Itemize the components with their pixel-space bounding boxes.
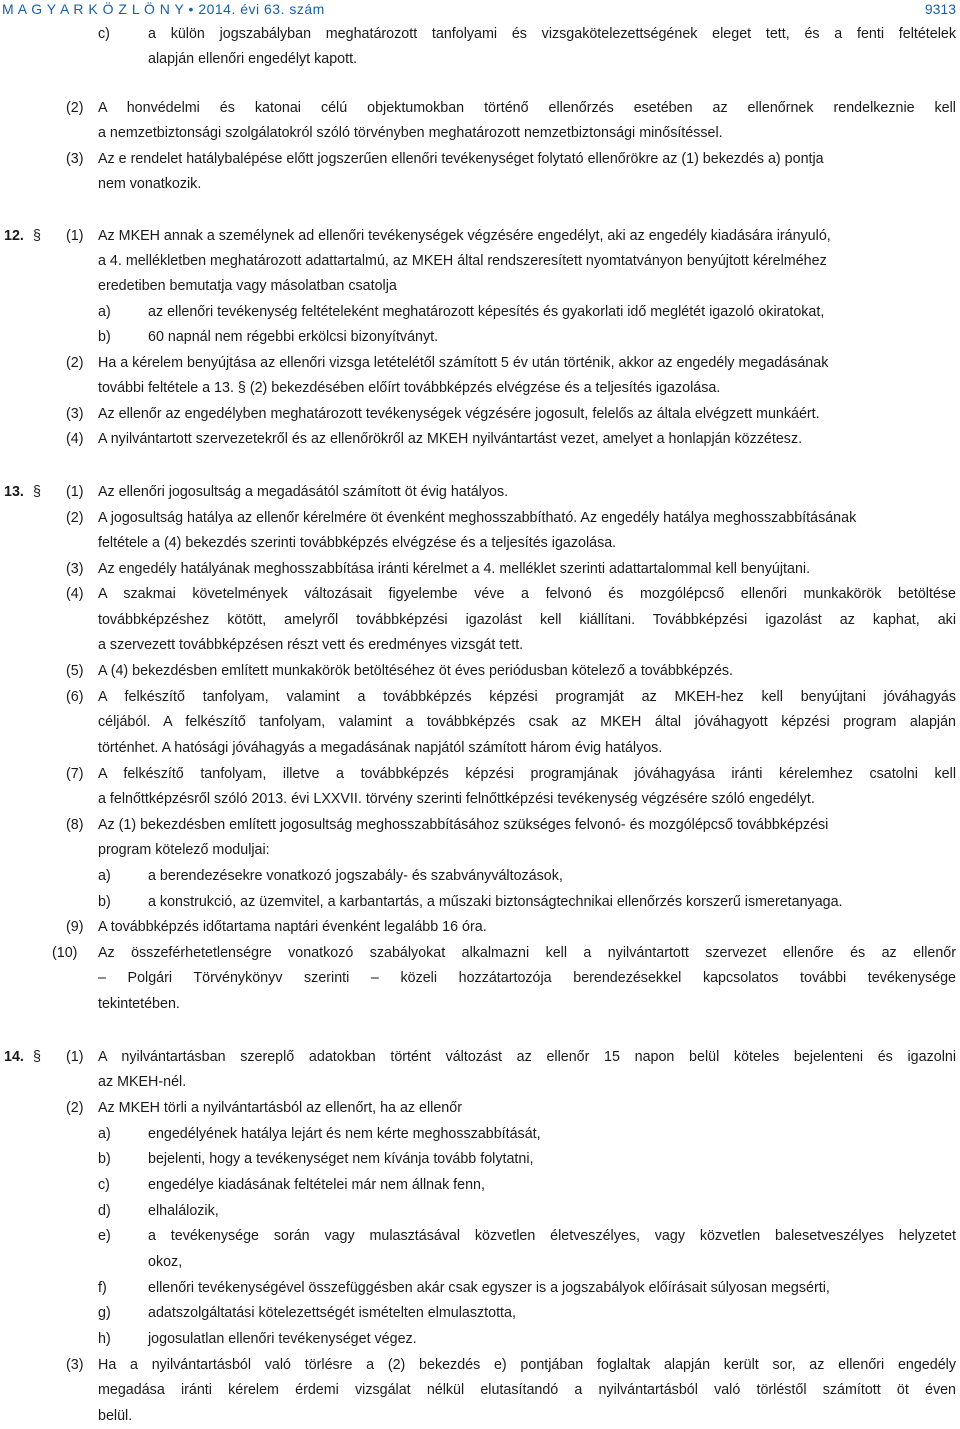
section-number: 14. [4,1049,24,1065]
point-label: d) [98,1203,111,1219]
text-line: Ha a kérelem benyújtása az ellenőri vizsga letételétől számított 5 év után történik, akkor az engedély megadásának [98,355,829,371]
text-line: Az ellenőri jogosultság a megadásától számított öt évig hatályos. [98,484,509,500]
page-number: 9313 [924,1,956,17]
text-line: Az engedély hatályának meghosszabbítása iránti kérelmet a 4. melléklet szerinti adattartalommal kell benyújtani. [98,561,811,577]
point-label: b) [98,329,111,345]
paragraph-number: (4) [66,431,84,447]
text-line: ellenőri tevékenységével összefüggésben akár csak egyszer is a jogszabályok előírásait súlyosan megsérti, [148,1280,830,1296]
text-line: Az MKEH annak a személynek ad ellenőri tevékenységek végzésére engedélyt, aki az engedély kiadására irányuló, [98,228,831,244]
point-label: a) [98,1126,111,1142]
text-line: engedélyének hatálya lejárt és nem kérte meghosszabbítását, [148,1126,541,1142]
point-label: a) [98,304,111,320]
point-label: a) [98,868,111,884]
point-label: c) [98,1177,110,1193]
text-line: céljából. A felkészítő tanfolyam, valamint a továbbképzés csak az MKEH által jóváhagyott képzési program alapján [98,714,956,730]
section-number: 12. [4,228,24,244]
paragraph-number: (2) [66,1100,84,1116]
text-line: Az MKEH törli a nyilvántartásból az ellenőrt, ha az ellenőr [98,1100,462,1116]
point-label: b) [98,1151,111,1167]
text-line: alapján ellenőri engedélyt kapott. [148,51,358,67]
text-line: belül. [98,1408,133,1424]
paragraph-number: (3) [66,406,84,422]
text-line: a konstrukció, az üzemvitel, a karbantartás, a műszaki biztonságtechnikai ellenőrzés korszerű ismeretanyaga. [148,894,843,910]
text-line: Az összeférhetetlenségre vonatkozó szabályokat alkalmazni kell a nyilvántartott szervezet ellenőre és az ellenőr [98,945,956,961]
text-line: további feltétele a 13. § (2) bekezdésében előírt továbbképzés elvégzése és a teljesítés igazolása. [98,380,721,396]
text-line: program kötelező moduljai: [98,842,270,858]
text-line: megadása iránti kérelem érdemi vizsgálat nélkül elutasítandó a nyilvántartásból való törléstől számított öt éven [98,1382,956,1398]
section-number: 13. [4,484,24,500]
text-line: Az (1) bekezdésben említett jogosultság meghosszabbításához szükséges felvonó- és mozgólépcső továbbképzési [98,817,829,833]
text-line: A nyilvántartott szervezetekről és az ellenőrökről az MKEH nyilvántartást vezet, amelyet a honlapján közzétesz. [98,431,803,447]
text-line: továbbképzéshez kötött, amelyről továbbképzési igazolást kell kiállítani. Továbbképzési igazolást az kaphat, aki [98,612,956,628]
section-symbol: § [33,1049,41,1065]
point-label: g) [98,1305,111,1321]
point-label: b) [98,894,111,910]
paragraph-number: (7) [66,766,84,782]
point-label: h) [98,1331,111,1347]
text-line: A továbbképzés időtartama naptári évenként legalább 16 óra. [98,919,487,935]
text-line: Az e rendelet hatálybalépése előtt jogszerűen ellenőri tevékenységet folytató ellenőrökre az (1) bekezdés a) pontja [98,151,824,167]
paragraph-number: (5) [66,663,84,679]
text-line: a nemzetbiztonsági szolgálatokról szóló törvényben meghatározott nemzetbiztonsági minősítéssel. [98,125,723,141]
text-line: adatszolgáltatási kötelezettségét ismételten elmulasztotta, [148,1305,516,1321]
text-line: elhalálozik, [148,1203,219,1219]
paragraph-number: (6) [66,689,84,705]
text-line: a berendezésekre vonatkozó jogszabály- és szabványváltozások, [148,868,563,884]
text-line: a szervezett továbbképzésen részt vett és eredményes vizsgát tett. [98,637,524,653]
text-line: a felnőttképzésről szóló 2013. évi LXXVII. törvény szerinti felnőttképzési tevékenység végzésére szóló engedélyt. [98,791,815,807]
paragraph-number: (1) [66,1049,84,1065]
text-line: tekintetében. [98,996,180,1012]
paragraph-number: (9) [66,919,84,935]
paragraph-number: (2) [66,100,84,116]
text-line: a 4. mellékletben meghatározott adattartalmú, az MKEH által rendszeresített nyomtatványon benyújtott kérelméhez [98,253,827,269]
paragraph-number: (1) [66,228,84,244]
text-line: nem vonatkozik. [98,176,202,192]
paragraph-number: (10) [52,945,78,961]
text-line: A felkészítő tanfolyam, valamint a továbbképzés képzési programját az MKEH-hez kell benyújtani jóváhagyás [98,689,956,705]
text-line: engedélye kiadásának feltételei már nem állnak fenn, [148,1177,485,1193]
paragraph-number: (3) [66,151,84,167]
text-line: az MKEH-nél. [98,1074,187,1090]
point-label: e) [98,1228,111,1244]
text-line: A nyilvántartásban szereplő adatokban történt változást az ellenőr 15 napon belül köteles bejelenteni és igazolni [98,1049,956,1065]
text-line: történhet. A hatósági jóváhagyás a megadásának napjától számított három évig hatályos. [98,740,663,756]
section-symbol: § [33,484,41,500]
paragraph-number: (2) [66,355,84,371]
text-line: A szakmai követelmények változásait figyelembe véve a felvonó és mozgólépcső ellenőri munkakörök betöltése [98,586,956,602]
text-line: a tevékenysége során vagy mulasztásával közvetlen életveszélyes, vagy közvetlen balesetveszélyes helyzetet [148,1228,956,1244]
paragraph-number: c) [98,26,110,42]
paragraph-number: (3) [66,1357,84,1373]
text-line: A (4) bekezdésben említett munkakörök betöltéséhez öt éves periódusban kötelező a továbbképzés. [98,663,734,679]
text-line: az ellenőri tevékenység feltételeként meghatározott képesítés és gyakorlati idő meglétét igazoló okiratokat, [148,304,825,320]
text-line: A felkészítő tanfolyam, illetve a továbbképzés képzési programjának jóváhagyása iránti kérelemhez csatolni kell [98,766,956,782]
text-line: 60 napnál nem régebbi erkölcsi bizonyítványt. [148,329,439,345]
point-label: f) [98,1280,107,1296]
paragraph-number: (8) [66,817,84,833]
text-line: Ha a nyilvántartásból való törlésre a (2) bekezdés e) pontjában foglaltak alapján került sor, az ellenőri engedély [98,1357,956,1373]
text-line: okoz, [148,1254,183,1270]
paragraph-number: (2) [66,510,84,526]
text-line: A honvédelmi és katonai célú objektumokban történő ellenőrzés esetében az ellenőrnek rendelkeznie kell [98,100,956,116]
text-line: – Polgári Törvénykönyv szerinti – közeli hozzátartozója berendezésekkel kapcsolatos további tevékenysége [98,970,956,986]
text-line: jogosulatlan ellenőri tevékenységet végez. [148,1331,417,1347]
text-line: Az ellenőr az engedélyben meghatározott tevékenységek végzésére jogosult, felelős az általa elvégzett munkáért. [98,406,820,422]
text-line: a külön jogszabályban meghatározott tanfolyami és vizsgakötelezettségének eleget tett, és a fenti feltételek [148,26,956,42]
text-line: feltétele a (4) bekezdés szerinti továbbképzés elvégzése és a teljesítés igazolása. [98,535,617,551]
paragraph-number: (3) [66,561,84,577]
journal-title: M A G Y A R K Ö Z L Ö N Y • 2014. évi 63. szám [2,1,325,17]
text-line: A jogosultság hatálya az ellenőr kérelmére öt évenként meghosszabbítható. Az engedély hatálya meghosszabbításának [98,510,857,526]
paragraph-number: (1) [66,484,84,500]
text-line: eredetiben bemutatja vagy másolatban csatolja [98,278,397,294]
section-symbol: § [33,228,41,244]
text-line: bejelenti, hogy a tevékenységet nem kívánja tovább folytatni, [148,1151,534,1167]
paragraph-number: (4) [66,586,84,602]
